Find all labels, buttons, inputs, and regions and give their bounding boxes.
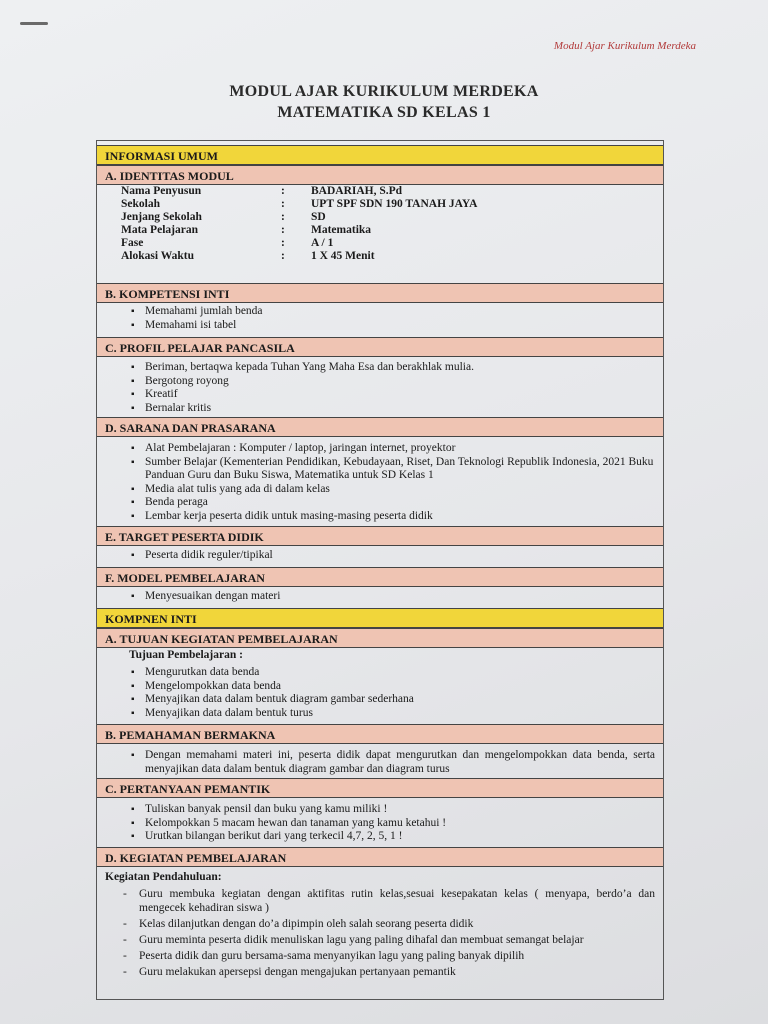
section-komponen-inti: KOMPNEN INTI: [97, 608, 663, 628]
list-item: ▪ Kreatif: [131, 388, 655, 402]
list-item: ▪ Mengurutkan data benda: [131, 666, 655, 680]
identity-label: Mata Pelajaran: [121, 224, 198, 236]
sarana-list: [131, 442, 655, 523]
header-kompetensi-inti: B. KOMPETENSI INTI: [97, 283, 663, 303]
header-pertanyaan-pemantik: C. PERTANYAAN PEMANTIK: [97, 778, 663, 798]
list-item: ▪ Memahami jumlah benda: [131, 305, 655, 319]
identity-label: Sekolah: [121, 198, 160, 210]
list-item: ▪ Alat Pembelajaran : Komputer / laptop, jaringan internet, proyektor: [131, 442, 655, 456]
document-subtitle: MATEMATIKA SD KELAS 1: [277, 104, 491, 121]
list-item: - Guru melakukan apersepsi dengan mengajukan pertanyaan pemantik: [121, 965, 655, 979]
list-item: ▪ Dengan memahami materi ini, peserta didik dapat mengurutkan dan mengelompokkan data benda, serta menyajikan data dalam bentuk diagram gambar dan diagram turus: [131, 749, 655, 776]
identity-row: Mata Pelajaran : Matematika: [121, 224, 372, 236]
identity-value: A / 1: [311, 237, 334, 249]
identity-label: Alokasi Waktu: [121, 250, 194, 262]
header-sarana-prasarana: D. SARANA DAN PRASARANA: [97, 417, 663, 437]
list-item: ▪ Memahami isi tabel: [131, 319, 655, 333]
pemahaman-list: [131, 749, 655, 776]
header-tujuan-kegiatan: A. TUJUAN KEGIATAN PEMBELAJARAN: [97, 628, 663, 648]
identity-value: UPT SPF SDN 190 TANAH JAYA: [311, 198, 478, 210]
list-item: ▪ Kelompokkan 5 macam hewan dan tanaman yang kamu ketahui !: [131, 817, 655, 831]
list-item: - Guru meminta peserta didik menuliskan lagu yang paling dihafal dan membuat semangat belajar: [121, 933, 655, 947]
identity-list: [121, 185, 477, 263]
page-mark: [20, 22, 48, 25]
list-item: ▪ Beriman, bertaqwa kepada Tuhan Yang Maha Esa dan berakhlak mulia.: [131, 361, 655, 375]
list-item: ▪ Menyajikan data dalam bentuk diagram gambar sederhana: [131, 693, 655, 707]
list-item: ▪ Lembar kerja peserta didik untuk masing-masing peserta didik: [131, 510, 655, 524]
identity-value: Matematika: [311, 224, 372, 236]
list-item: ▪ Peserta didik reguler/tipikal: [131, 549, 655, 563]
list-item: - Guru membuka kegiatan dengan aktifitas rutin kelas,sesuai kesepakatan kelas ( menyapa, berdo’a dan mengecek kehadiran siswa ): [121, 887, 655, 915]
target-list: [131, 549, 655, 563]
tujuan-subheading: Tujuan Pembelajaran :: [129, 649, 243, 661]
running-head: Modul Ajar Kurikulum Merdeka: [553, 40, 696, 52]
identity-label: Nama Penyusun: [121, 185, 202, 197]
identity-row: Nama Penyusun : BADARIAH, S.Pd: [121, 185, 403, 197]
header-profil-pelajar: C. PROFIL PELAJAR PANCASILA: [97, 337, 663, 357]
header-kegiatan-pembelajaran: D. KEGIATAN PEMBELAJARAN: [97, 847, 663, 867]
identity-value: BADARIAH, S.Pd: [311, 185, 403, 197]
tujuan-list: [131, 666, 655, 720]
identity-value: SD: [311, 211, 326, 223]
list-item: ▪ Sumber Belajar (Kementerian Pendidikan, Kebudayaan, Riset, Dan Teknologi Republik Indonesia, 2021 Buku Panduan Guru dan Buku Siswa, Matematika untuk SD Kelas 1: [131, 456, 655, 483]
list-item: - Peserta didik dan guru bersama-sama menyanyikan lagu yang paling banyak dipilih: [121, 949, 655, 963]
header-pemahaman-bermakna: B. PEMAHAMAN BERMAKNA: [97, 724, 663, 744]
header-identitas-modul: A. IDENTITAS MODUL: [97, 165, 663, 185]
list-item: ▪ Menyesuaikan dengan materi: [131, 590, 655, 604]
identity-row: Fase : A / 1: [121, 237, 334, 249]
pertanyaan-list: [131, 803, 655, 844]
header-model-pembelajaran: F. MODEL PEMBELAJARAN: [97, 567, 663, 587]
identity-row: Jenjang Sekolah : SD: [121, 211, 326, 223]
list-item: ▪ Media alat tulis yang ada di dalam kelas: [131, 483, 655, 497]
profil-list: [131, 361, 655, 415]
list-item: ▪ Mengelompokkan data benda: [131, 680, 655, 694]
identity-row: Sekolah : UPT SPF SDN 190 TANAH JAYA: [121, 198, 478, 210]
identity-value: 1 X 45 Menit: [311, 250, 375, 262]
identity-label: Fase: [121, 237, 144, 249]
list-item: ▪ Tuliskan banyak pensil dan buku yang kamu miliki !: [131, 803, 655, 817]
document-title: MODUL AJAR KURIKULUM MERDEKA: [229, 83, 539, 100]
section-informasi-umum: INFORMASI UMUM: [97, 145, 663, 165]
list-item: ▪ Urutkan bilangan berikut dari yang terkecil 4,7, 2, 5, 1 !: [131, 830, 655, 844]
module-table: [96, 140, 664, 1000]
kompetensi-list: [131, 305, 655, 332]
identity-label: Jenjang Sekolah: [121, 211, 202, 223]
list-item: ▪ Menyajikan data dalam bentuk turus: [131, 707, 655, 721]
kegiatan-subheading: Kegiatan Pendahuluan:: [105, 871, 222, 883]
header-target-peserta: E. TARGET PESERTA DIDIK: [97, 526, 663, 546]
identity-row: Alokasi Waktu : 1 X 45 Menit: [121, 250, 375, 262]
list-item: - Kelas dilanjutkan dengan do’a dipimpin oleh salah seorang peserta didik: [121, 917, 655, 931]
list-item: ▪ Benda peraga: [131, 496, 655, 510]
list-item: ▪ Bergotong royong: [131, 375, 655, 389]
list-item: ▪ Bernalar kritis: [131, 402, 655, 416]
model-list: [131, 590, 655, 604]
kegiatan-list: [121, 887, 655, 981]
